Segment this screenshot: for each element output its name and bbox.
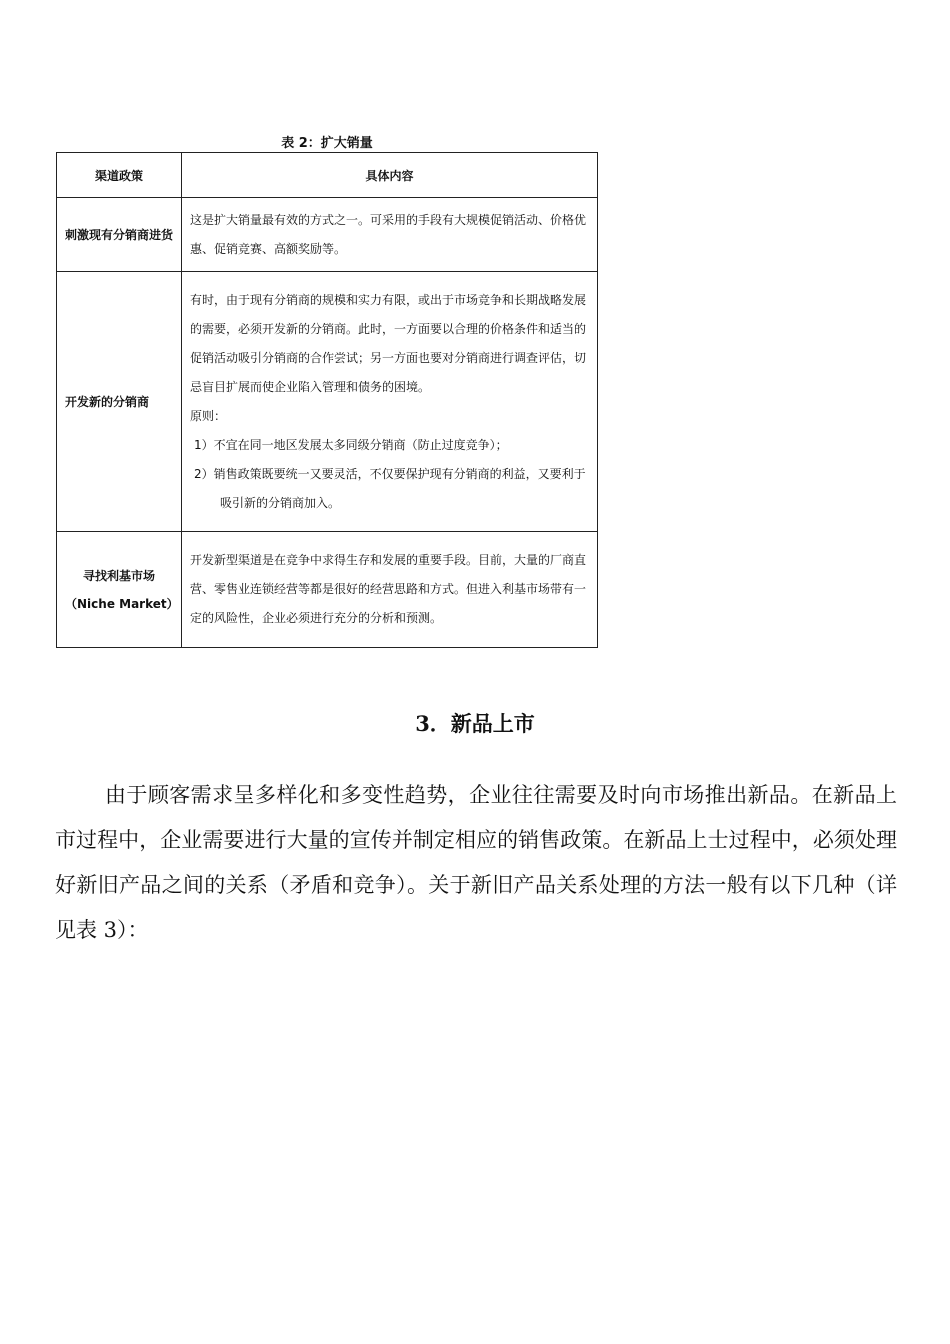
- content-cell: 开发新型渠道是在竞争中求得生存和发展的重要手段。目前，大量的厂商直营、零售业连锁经营等都是很好的经营思路和方式。但进入利基市场带有一定的风险性，企业必须进行充分的分析和预测。: [182, 532, 598, 648]
- policy-subtitle: （Niche Market）: [65, 596, 179, 611]
- principle-item: 1）不宜在同一地区发展太多同级分销商（防止过度竞争）；: [194, 437, 508, 452]
- principle-label: 原则：: [190, 408, 227, 423]
- content-cell: [182, 272, 598, 532]
- column-header-policy: 渠道政策: [57, 153, 182, 198]
- content-text: 有时，由于现有分销商的规模和实力有限，或出于市场竞争和长期战略发展的需要，必须开发新的分销商。此时，一方面要以合理的价格条件和适当的促销活动吸引分销商的合作尝试；另一方面也要对分销商进行调查评估，切忌盲目扩展而使企业陷入管理和债务的困境。: [190, 292, 587, 394]
- channel-policy-table: [56, 152, 598, 648]
- table-row: [57, 272, 598, 532]
- policy-cell: 刺激现有分销商进货: [57, 198, 182, 272]
- body-paragraph: 由于顾客需求呈多样化和多变性趋势，企业往往需要及时向市场推出新品。在新品上市过程中，企业需要进行大量的宣传并制定相应的销售政策。在新品上士过程中，必须处理好新旧产品之间的关系（矛盾和竞争）。关于新旧产品关系处理的方法一般有以下几种（详见表 3）：: [55, 783, 897, 942]
- section-heading: 3．新品上市: [415, 711, 535, 736]
- policy-cell: 开发新的分销商: [57, 272, 182, 532]
- principle-item: 2）销售政策既要统一又要灵活，不仅要保护现有分销商的利益，又要利于吸引新的分销商加入。: [194, 466, 586, 510]
- table-header-row: [57, 153, 598, 198]
- column-header-content: 具体内容: [182, 153, 598, 198]
- policy-cell: [57, 532, 182, 648]
- policy-name: 寻找利基市场: [82, 568, 155, 583]
- table-row: [57, 532, 598, 648]
- table-row: [57, 198, 598, 272]
- table-title: 表 2：扩大销量: [281, 136, 373, 151]
- content-cell: 这是扩大销量最有效的方式之一。可采用的手段有大规模促销活动、价格优惠、促销竞赛、高额奖励等。: [182, 198, 598, 272]
